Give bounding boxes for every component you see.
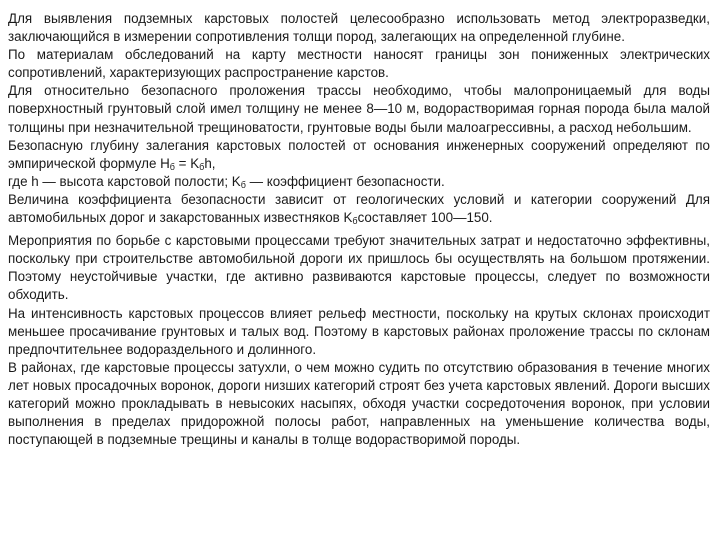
paragraph-safety-coefficient (8, 191, 710, 227)
text-block-karst-detection (8, 10, 710, 227)
coefficient-start-text: Величина коэффициента безопасности зависит от геологических условий и категории сооружений Для автомобильных дорог и закарстованных известняков K (8, 191, 710, 226)
paragraph-countermeasures: Мероприятия по борьбе с карстовыми процессами требуют значительных затрат и недостаточно эффективны, поскольку при строительстве автомобильной дороги их пришлось бы осуществлять на большом протяжении. Поэтому неустойчивые участки, где активно развиваются карстовые процессы, следует по возможности обходить. (8, 233, 710, 303)
paragraph-safe-depth-formula (8, 137, 710, 173)
document-page (8, 10, 710, 449)
paragraph-formula-definitions (8, 173, 710, 191)
definitions-start-text: где h — высота карстовой полости; K (8, 173, 241, 189)
formula-mid-text: = K (174, 155, 200, 171)
text-block-karst-measures (8, 232, 710, 449)
paragraph-survey-maps: По материалам обследований на карту местности наносят границы зон пониженных электрических сопротивлений, характеризующих распространение карстов. (8, 47, 710, 81)
formula-end-text: h, (204, 155, 216, 171)
paragraph-electroprospecting: Для выявления подземных карстовых полостей целесообразно использовать метод электроразведки, заключающийся в измерении сопротивления толщи пород, залегающих на определенной глубине. (8, 11, 710, 45)
subscript-b: б (352, 216, 358, 227)
subscript-b: б (240, 179, 246, 190)
coefficient-end-text: составляет 100—150. (357, 210, 493, 226)
paragraph-safe-route: Для относительно безопасного проложения трассы необходимо, чтобы малопроницаемый для воды поверхностный грунтовый слой имел толщину не менее 8—10 м, водорастворимая горная порода была малой толщины при незначительной трещиноватости, грунтовые воды были малоагрессивны, а расход небольшим. (8, 83, 710, 135)
paragraph-extinct-karst-areas: В районах, где карстовые процессы затухли, о чем можно судить по отсутствию образования в течение многих лет новых просадочных воронок, дороги низших категорий строят без учета карстовых явлений. Дороги высших категорий можно прокладывать в невысоких насыпях, обходя участки сосредоточения воронок, при условии выполнения в пределах придорожной полосы работ, направленных на уменьшение количества воды, поступающей в подземные трещины и каналы в толще водорастворимой породы. (8, 359, 710, 448)
definitions-end-text: — коэффициент безопасности. (245, 173, 445, 189)
paragraph-terrain-influence: На интенсивность карстовых процессов влияет рельеф местности, поскольку на крутых склонах происходит меньшее просачивание грунтовых и талых вод. Поэтому в карстовых районах проложение трассы по склонам предпочтительнее водораздельного и долинного. (8, 305, 710, 357)
formula-lead-text: Безопасную глубину залегания карстовых полостей от основания инженерных сооружений определяют по эмпирической формуле H (8, 137, 710, 171)
subscript-b: б (199, 161, 205, 172)
subscript-b: б (169, 161, 175, 172)
